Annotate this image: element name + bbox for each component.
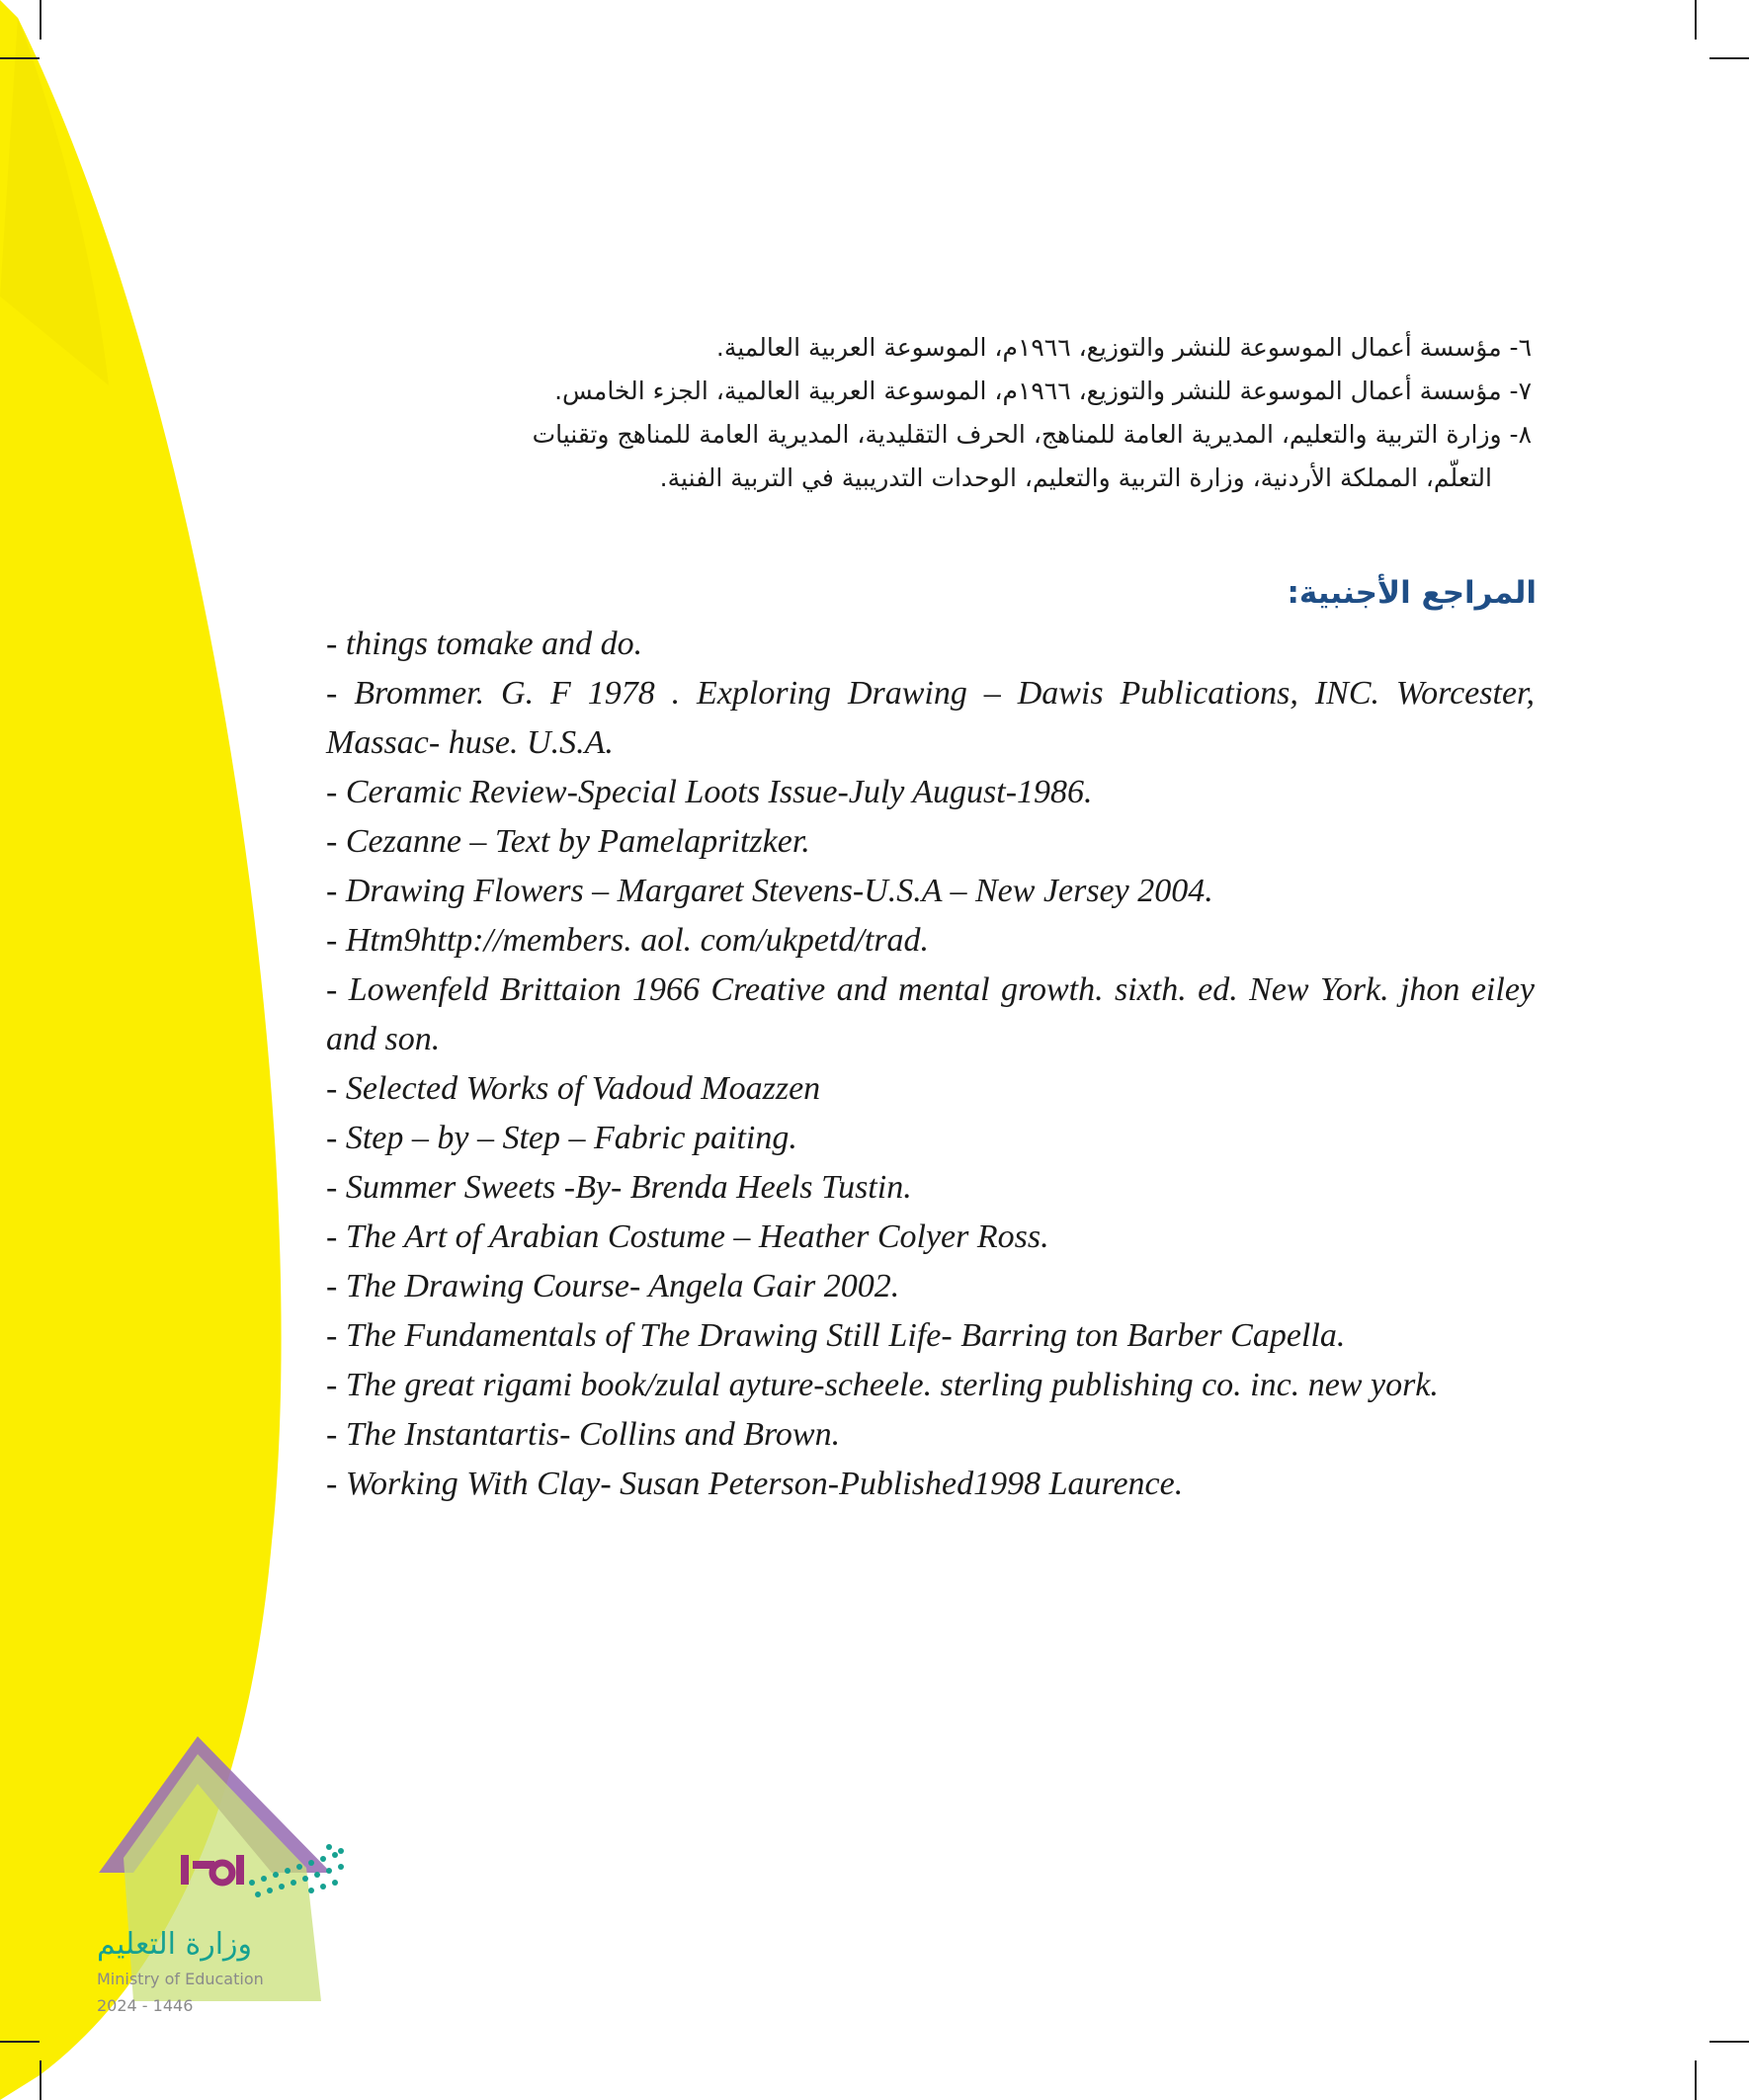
arabic-reference-item-continued: التعلّم، المملكة الأردنية، وزارة التربية والتعليم، الوحدات التدريبية في التربية الفنية. bbox=[659, 463, 1492, 492]
foreign-references-heading: المراجع الأجنبية: bbox=[1287, 575, 1537, 611]
arabic-reference-item: ٦- مؤسسة أعمال الموسوعة للنشر والتوزيع، ١٩٦٦م، الموسوعة العربية العالمية. bbox=[715, 333, 1532, 362]
foreign-reference-item: - The Art of Arabian Costume – Heather Colyer Ross. bbox=[326, 1218, 1049, 1255]
ministry-name-arabic: وزارة التعليم bbox=[97, 1927, 253, 1962]
foreign-reference-item: - The great rigami book/zulal ayture-scheele. sterling publishing co. inc. new york. bbox=[326, 1367, 1439, 1403]
arabic-references-list bbox=[316, 326, 1532, 500]
foreign-reference-item: - The Drawing Course- Angela Gair 2002. bbox=[326, 1268, 900, 1304]
foreign-reference-item: - Cezanne – Text by Pamelapritzker. bbox=[326, 823, 810, 860]
foreign-reference-item: - Drawing Flowers – Margaret Stevens-U.S.A – New Jersey 2004. bbox=[326, 873, 1213, 909]
arabic-reference-item: ٨- وزارة التربية والتعليم، المديرية العامة للمناهج، الحرف التقليدية، المديرية العامة للمناهج وتقنيات bbox=[532, 420, 1532, 449]
foreign-reference-item: - Summer Sweets -By- Brenda Heels Tustin. bbox=[326, 1169, 912, 1206]
foreign-reference-item: - Brommer. G. F 1978 . Exploring Drawing – Dawis Publications, INC. Worcester, Massac- huse. U.S.A. bbox=[326, 675, 1535, 761]
foreign-reference-item: - Working With Clay- Susan Peterson-Published1998 Laurence. bbox=[326, 1466, 1184, 1502]
crop-mark bbox=[0, 2041, 40, 2043]
ministry-year: 2024 - 1446 bbox=[97, 1996, 194, 2015]
crop-mark bbox=[1695, 0, 1697, 40]
crop-mark bbox=[1709, 57, 1749, 59]
crop-mark bbox=[0, 57, 40, 59]
crop-mark bbox=[40, 2060, 42, 2100]
foreign-reference-item: - Step – by – Step – Fabric paiting. bbox=[326, 1120, 797, 1156]
foreign-reference-item: - Selected Works of Vadoud Moazzen bbox=[326, 1070, 821, 1107]
foreign-reference-item: - Htm9http://members. aol. com/ukpetd/trad. bbox=[326, 922, 930, 959]
foreign-references-list bbox=[326, 620, 1535, 1509]
arabic-reference-item: ٧- مؤسسة أعمال الموسوعة للنشر والتوزيع، ١٩٦٦م، الموسوعة العربية العالمية، الجزء الخامس. bbox=[554, 377, 1532, 405]
crop-mark bbox=[1709, 2041, 1749, 2043]
foreign-reference-item: - The Fundamentals of The Drawing Still Life- Barring ton Barber Capella. bbox=[326, 1317, 1346, 1354]
foreign-reference-item: - The Instantartis- Collins and Brown. bbox=[326, 1416, 841, 1453]
crop-mark bbox=[1695, 2060, 1697, 2100]
crop-mark bbox=[40, 0, 42, 40]
foreign-reference-item: - things tomake and do. bbox=[326, 626, 643, 662]
ministry-name-english: Ministry of Education bbox=[97, 1970, 264, 1988]
foreign-reference-item: - Ceramic Review-Special Loots Issue-July August-1986. bbox=[326, 774, 1093, 810]
foreign-reference-item: - Lowenfeld Brittaion 1966 Creative and mental growth. sixth. ed. New York. jhon eiley and son. bbox=[326, 971, 1535, 1057]
logo-house-green bbox=[124, 1754, 321, 2001]
